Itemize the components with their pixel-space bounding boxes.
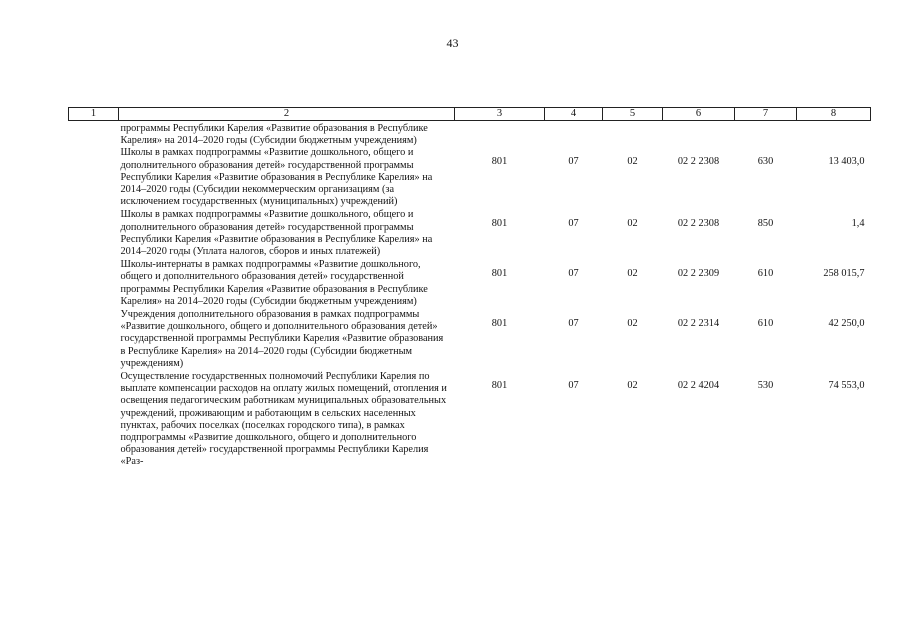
row-c7-cell: 610 bbox=[757, 318, 774, 330]
row-c7-cell: 630 bbox=[757, 156, 774, 168]
row-amount-cell: 1,4 bbox=[851, 218, 865, 230]
row-amount-cell: 13 403,0 bbox=[828, 156, 865, 168]
row-c6-cell: 02 2 4204 bbox=[677, 380, 720, 392]
row-c3-cell: 801 bbox=[491, 380, 508, 392]
table-row bbox=[69, 371, 871, 470]
column-header-7: 7 bbox=[735, 108, 797, 121]
row-c5-cell: 02 bbox=[627, 380, 638, 392]
row-c6-cell: 02 2 2314 bbox=[677, 318, 720, 330]
row-c3-cell: 801 bbox=[491, 268, 508, 280]
row-name-cell: Осуществление государственных полномочий Республики Карелия по выплате компенсации расходов на оплату жилых помещений, отопления и освещения педагогическим работникам муниципальных образовательных учреждений, проживающим и работающим в сельских населенных пунктах, рабочих поселках (поселках городского типа), в рамках подпрограммы «Развитие дошкольного, общего и дополнительного образования детей» государственной программы Республики Карелия «Раз- bbox=[120, 371, 447, 468]
row-c5-cell: 02 bbox=[627, 218, 638, 230]
row-c7-cell: 610 bbox=[757, 268, 774, 280]
page-number: 43 bbox=[446, 36, 459, 50]
row-c4-cell: 07 bbox=[568, 318, 579, 330]
column-header-3: 3 bbox=[455, 108, 545, 121]
row-c4-cell: 07 bbox=[568, 218, 579, 230]
table-row bbox=[69, 259, 871, 309]
budget-table bbox=[68, 107, 871, 470]
row-c7-cell: 530 bbox=[757, 380, 774, 392]
row-c4-cell: 07 bbox=[568, 156, 579, 168]
row-c3-cell: 801 bbox=[491, 218, 508, 230]
row-c5-cell: 02 bbox=[627, 156, 638, 168]
column-header-2: 2 bbox=[119, 108, 455, 121]
row-c4-cell: 07 bbox=[568, 380, 579, 392]
row-c6-cell: 02 2 2309 bbox=[677, 268, 720, 280]
row-name-cell: программы Республики Карелия «Развитие образования в Республике Карелия» на 2014–2020 годы (Субсидии бюджетным учреждениям) bbox=[120, 123, 428, 147]
row-c5-cell: 02 bbox=[627, 268, 638, 280]
row-c3-cell: 801 bbox=[491, 156, 508, 168]
row-c6-cell: 02 2 2308 bbox=[677, 156, 720, 168]
table-row bbox=[69, 147, 871, 209]
row-c3-cell: 801 bbox=[491, 318, 508, 330]
table-row-continuation bbox=[69, 121, 871, 148]
row-name-cell: Школы-интернаты в рамках подпрограммы «Развитие дошкольного, общего и дополнительного образования детей» государственной программы Республики Карелия «Развитие образования в Республике Карелия» на 2014–2020 годы (Субсидии бюджетным учреждениям) bbox=[120, 259, 428, 307]
column-header-6: 6 bbox=[663, 108, 735, 121]
row-amount-cell: 42 250,0 bbox=[828, 318, 865, 330]
row-c4-cell: 07 bbox=[568, 268, 579, 280]
table-row bbox=[69, 209, 871, 259]
column-header-1: 1 bbox=[69, 108, 119, 121]
column-header-5: 5 bbox=[603, 108, 663, 121]
row-name-cell: Школы в рамках подпрограммы «Развитие дошкольного, общего и дополнительного образования детей» государственной программы Республики Карелия «Развитие образования в Республике Карелия» на 2014–2020 годы (Субсидии некоммерческим организациям (за исключением государственных (муниципальных) учреждений) bbox=[120, 147, 433, 208]
table-row bbox=[69, 309, 871, 371]
column-header-4: 4 bbox=[545, 108, 603, 121]
row-name-cell: Школы в рамках подпрограммы «Развитие дошкольного, общего и дополнительного образования детей» государственной программы Республики Карелия «Развитие образования в Республике Карелия» на 2014–2020 годы (Уплата налогов, сборов и иных платежей) bbox=[120, 209, 433, 258]
row-amount-cell: 74 553,0 bbox=[828, 380, 865, 392]
row-c5-cell: 02 bbox=[627, 318, 638, 330]
row-name-cell: Учреждения дополнительного образования в рамках подпрограммы «Развитие дошкольного, общего и дополнительного образования детей» государственной программы Республики Карелия «Развитие образования в Республике Карелия» на 2014–2020 годы (Субсидии бюджетным учреждениям) bbox=[120, 309, 444, 369]
row-c7-cell: 850 bbox=[757, 218, 774, 230]
column-header-8: 8 bbox=[797, 108, 871, 121]
table-header-row bbox=[69, 108, 871, 121]
row-amount-cell: 258 015,7 bbox=[823, 268, 865, 280]
row-c6-cell: 02 2 2308 bbox=[677, 218, 720, 230]
